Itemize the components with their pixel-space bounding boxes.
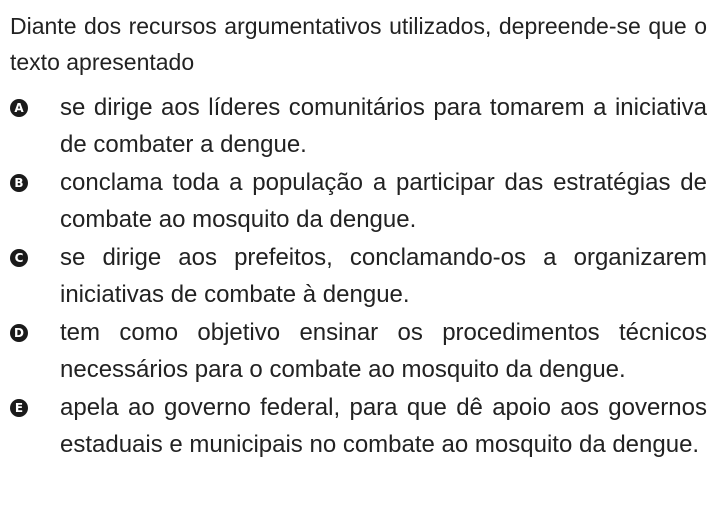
option-e-letter-badge: E [10, 399, 28, 417]
option-b[interactable] [10, 165, 707, 238]
option-b-letter-badge: B [10, 174, 28, 192]
option-e-text: apela ao governo federal, para que dê apoio aos governos estaduais e municipais no combate ao mosquito da dengue. [60, 394, 707, 458]
option-c-text: se dirige aos prefeitos, conclamando-os a organizarem iniciativas de combate à dengue. [60, 244, 707, 308]
option-b-text: conclama toda a população a participar das estratégias de combate ao mosquito da dengue. [60, 169, 707, 233]
option-d-text: tem como objetivo ensinar os procedimentos técnicos necessários para o combate ao mosquito da dengue. [60, 319, 707, 383]
option-c-letter-badge: C [10, 249, 28, 267]
option-a-letter-badge: A [10, 99, 28, 117]
option-d[interactable] [10, 315, 707, 388]
option-d-letter-badge: D [10, 324, 28, 342]
question-stem: Diante dos recursos argumentativos utilizados, depreende-se que o texto apresentado [10, 13, 707, 75]
option-a[interactable] [10, 90, 707, 163]
option-a-text: se dirige aos líderes comunitários para tomarem a iniciativa de combater a dengue. [60, 94, 707, 158]
option-c[interactable] [10, 240, 707, 313]
answer-options [10, 90, 707, 463]
option-e[interactable] [10, 390, 707, 463]
